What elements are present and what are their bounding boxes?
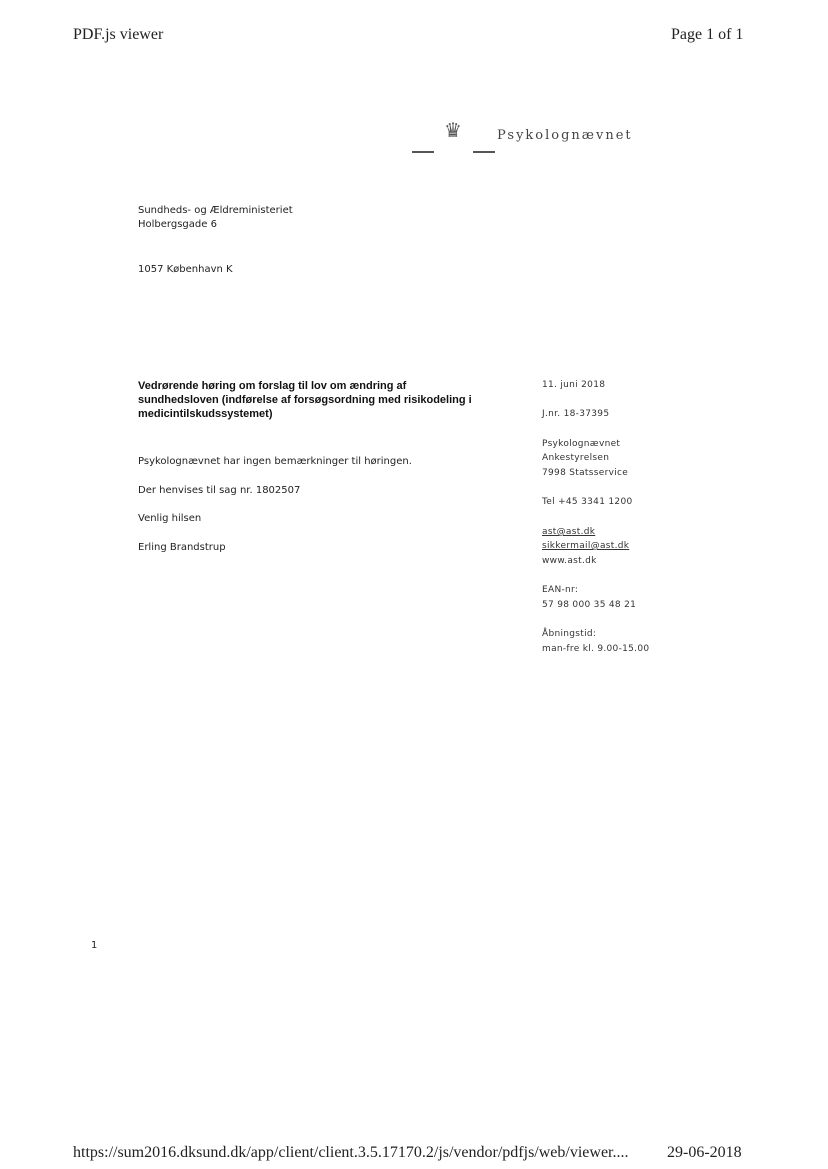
secure-email-link[interactable]: sikkermail@ast.dk [542, 541, 630, 551]
subject-line1: Vedrørende høring om forslag til lov om ændring af [138, 380, 407, 392]
website: www.ast.dk [542, 556, 597, 566]
ean-value: 57 98 000 35 48 21 [542, 600, 637, 610]
subject-line3: medicintilskudssystemet) [138, 408, 273, 420]
telephone: Tel +45 3341 1200 [542, 497, 633, 507]
crown-icon: ♛ [444, 118, 462, 142]
hours-label: Åbningstid: [542, 629, 597, 639]
body-paragraph-1: Psykolognævnet har ingen bemærkninger til høringen. [138, 456, 412, 467]
letterhead-rule-left [412, 151, 434, 153]
body-paragraph-2: Der henvises til sag nr. 1802507 [138, 485, 301, 496]
sidebar-address-1: Psykolognævnet [542, 439, 621, 449]
closing: Venlig hilsen [138, 513, 202, 524]
ean-label: EAN-nr: [542, 585, 579, 595]
journal-number: J.nr. 18-37395 [542, 409, 610, 419]
signature: Erling Brandstrup [138, 542, 226, 553]
email-link[interactable]: ast@ast.dk [542, 527, 596, 537]
subject-line2: sundhedsloven (indførelse af forsøgsordning med risikodeling i [138, 394, 472, 406]
page-number: 1 [91, 940, 98, 951]
recipient-line2: Holbergsgade 6 [138, 219, 217, 230]
viewer-title: PDF.js viewer [73, 26, 164, 43]
org-logo-text: Psykolognævnet [497, 128, 633, 143]
footer-date: 29-06-2018 [667, 1144, 742, 1161]
sidebar-address-2: Ankestyrelsen [542, 453, 610, 463]
page-indicator: Page 1 of 1 [671, 26, 744, 43]
recipient-line1: Sundheds- og Ældreministeriet [138, 205, 293, 216]
hours-value: man-fre kl. 9.00-15.00 [542, 644, 650, 654]
recipient-line3: 1057 København K [138, 264, 233, 275]
letterhead-rule-right [473, 151, 495, 153]
sidebar-address-3: 7998 Statsservice [542, 468, 629, 478]
letter-date: 11. juni 2018 [542, 380, 606, 390]
footer-url: https://sum2016.dksund.dk/app/client/client.3.5.17170.2/js/vendor/pdfjs/web/viewer.... [73, 1144, 629, 1161]
